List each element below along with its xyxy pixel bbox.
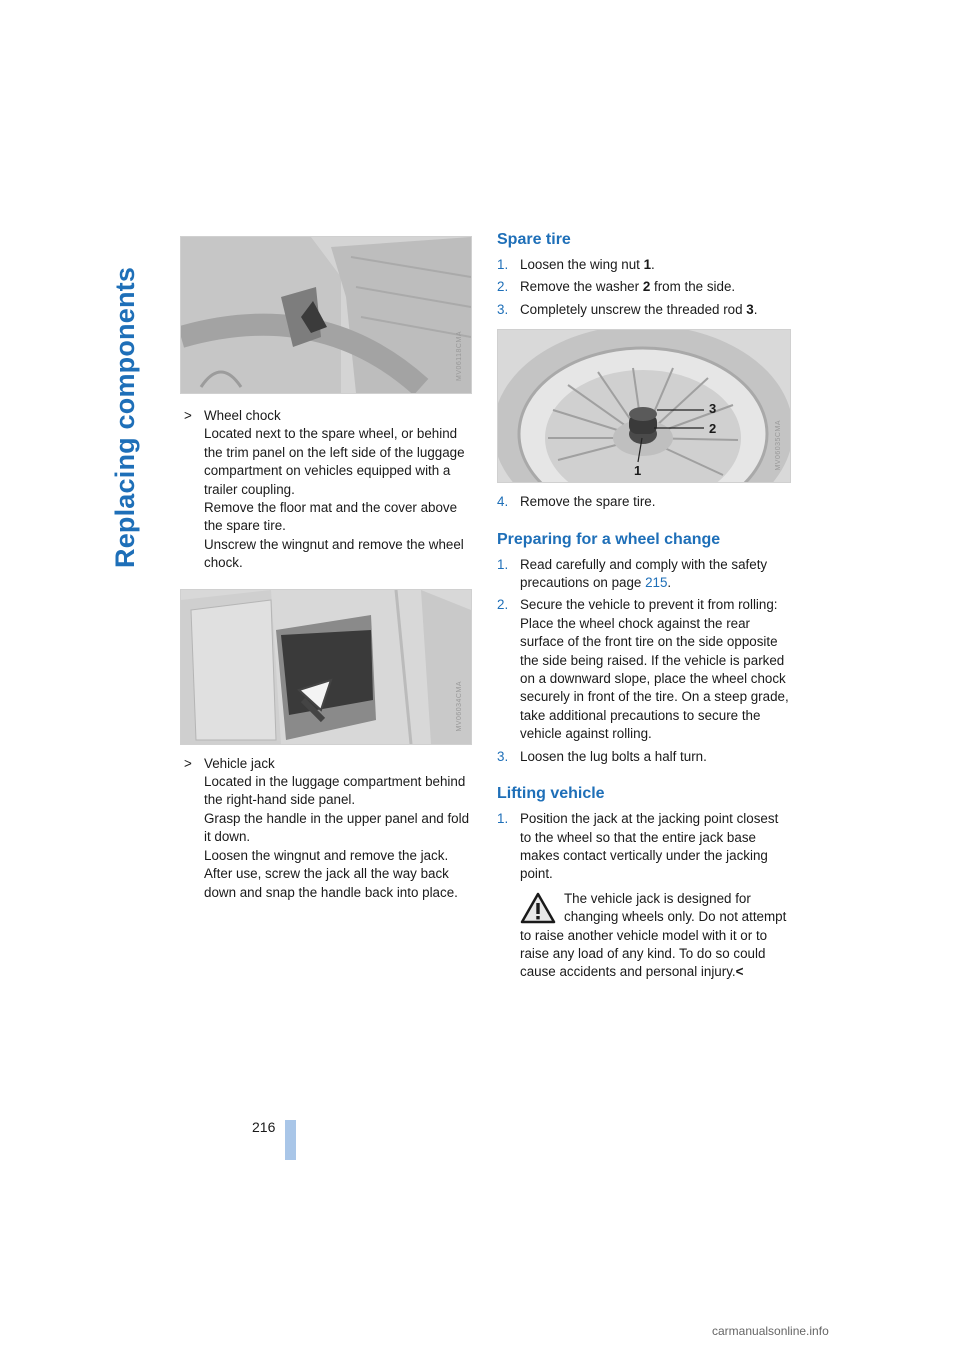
step-text: from the side. (650, 279, 736, 295)
vehicle-jack-photo (180, 589, 472, 745)
vehicle-jack-line-4: After use, screw the jack all the way back down and snap the handle back into place. (204, 866, 458, 900)
list-item (497, 556, 791, 593)
vehicle-jack-item (180, 755, 472, 902)
step-text: Remove the spare tire. (520, 494, 656, 510)
vehicle-jack-line-2: Grasp the handle in the upper panel and fold it down. (204, 810, 470, 845)
page-link[interactable]: 215 (645, 575, 668, 591)
spare-tire-step-4 (497, 493, 791, 511)
list-item (497, 256, 791, 274)
spare-tire-photo (497, 329, 791, 483)
step-bold-ref: 3 (746, 301, 754, 317)
step-text: Secure the vehicle to prevent it from rolling: Place the wheel chock against the rear surface of the front tire on the side opposite the side being raised. If the vehicle is parked on a downward slope, place the wheel chock securely in front of the tire. On a steep grade, take additional precautions to secure the vehicle against rolling. (520, 597, 789, 742)
photo-code: MV06035CMA (774, 419, 782, 471)
step-text: Read carefully and comply with the safety precautions on page (520, 556, 768, 591)
watermark: carmanualsonline.info (712, 1324, 829, 1338)
lifting-steps (497, 810, 791, 982)
step-text: Completely unscrew the threaded rod (520, 301, 747, 317)
list-item (497, 748, 791, 766)
step-number: 1. (497, 257, 509, 272)
page-marker-bar (285, 1120, 296, 1160)
warning-triangle-icon (520, 892, 556, 924)
wheel-chock-title: Wheel chock (204, 408, 281, 423)
photo-code: MV06118CMA (455, 330, 463, 381)
vehicle-jack-illustration (181, 590, 471, 744)
step-text: . (667, 575, 672, 591)
page-number: 216 (252, 1119, 276, 1135)
left-column (180, 236, 472, 902)
list-item (497, 810, 791, 982)
list-item (497, 278, 791, 296)
callout-1: 1 (634, 463, 642, 479)
list-item (497, 301, 791, 319)
lifting-heading: Lifting vehicle (497, 785, 605, 803)
bullet-marker: > (184, 408, 192, 423)
wheel-chock-item (180, 407, 472, 573)
vehicle-jack-line-1: Located in the luggage compartment behind the right-hand side panel. (204, 774, 466, 808)
section-title: Replacing components (110, 266, 140, 568)
right-column (497, 230, 791, 986)
callout-3: 3 (709, 401, 717, 417)
wheel-chock-line-1: Located next to the spare wheel, or behind the trim panel on the left side of the luggage compartment on vehicles equipped with a trailer coupling. (204, 426, 465, 497)
bullet-marker: > (184, 755, 192, 771)
warning-block (520, 890, 791, 982)
list-item (497, 596, 791, 743)
step-text: Position the jack at the jacking point closest to the wheel so that the entire jack base makes contact vertically under the jacking point. (520, 811, 779, 882)
step-text: Remove the washer (520, 279, 643, 295)
photo-code: MV06034CMA (455, 681, 463, 732)
step-number: 2. (497, 279, 509, 295)
step-number: 3. (497, 301, 509, 317)
step-text: . (753, 301, 758, 317)
list-item (497, 493, 791, 511)
vehicle-jack-title: Vehicle jack (204, 755, 275, 771)
spare-tire-illustration (498, 330, 790, 482)
vehicle-jack-line-3: Loosen the wingnut and remove the jack. (204, 847, 449, 863)
wheel-chock-illustration (181, 237, 471, 393)
step-bold-ref: 2 (642, 279, 651, 295)
step-number: 4. (497, 494, 509, 510)
wheel-chock-photo (180, 236, 472, 394)
preparing-steps (497, 556, 791, 766)
wheel-chock-line-2: Remove the floor mat and the cover above the spare tire. (204, 500, 458, 534)
spare-tire-steps (497, 256, 791, 319)
step-number: 1. (497, 811, 509, 827)
callout-2: 2 (709, 421, 717, 437)
step-text: . (651, 257, 655, 272)
warning-text: The vehicle jack is designed for changing wheels only. Do not attempt to raise another vehicle model with it or to raise any load of any kind. To do so could cause accidents and personal injury. (520, 890, 787, 980)
step-text: Loosen the wing nut (520, 257, 644, 272)
step-number: 3. (497, 748, 509, 764)
preparing-heading: Preparing for a wheel change (497, 530, 721, 548)
step-bold-ref: 1 (643, 257, 652, 272)
warning-end-mark: < (735, 964, 744, 980)
spare-tire-heading: Spare tire (497, 231, 571, 248)
step-text: Loosen the lug bolts a half turn. (520, 748, 707, 764)
step-number: 2. (497, 597, 509, 613)
step-number: 1. (497, 556, 509, 572)
wheel-chock-line-3: Unscrew the wingnut and remove the wheel chock. (204, 536, 464, 571)
